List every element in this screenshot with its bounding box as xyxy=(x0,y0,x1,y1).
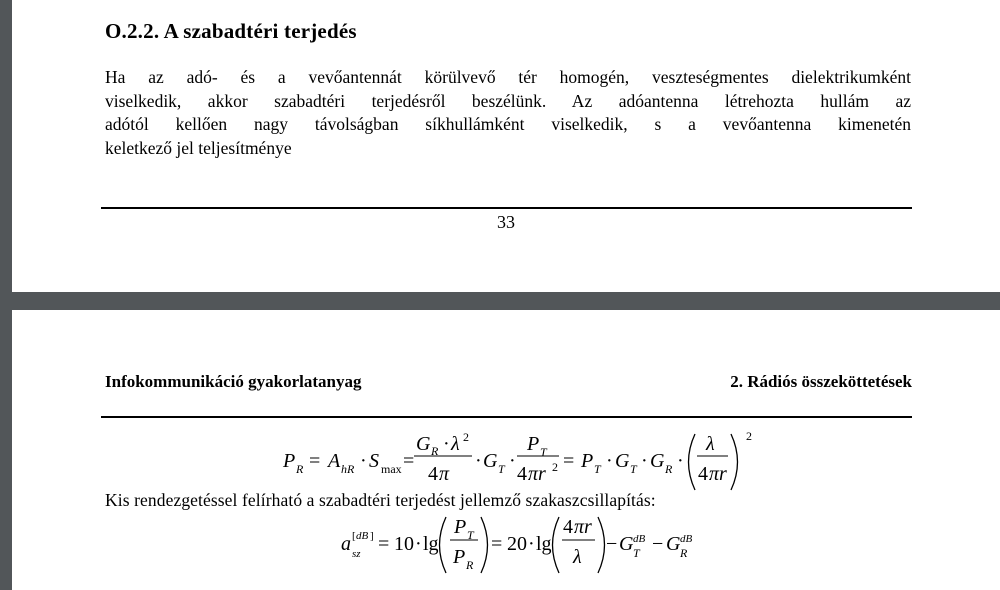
svg-text:2: 2 xyxy=(463,430,469,444)
running-header-right: 2. Rádiós összeköttetések xyxy=(730,372,912,391)
svg-text:G: G xyxy=(615,450,630,472)
svg-text:T: T xyxy=(540,445,547,459)
svg-text:dB: dB xyxy=(680,533,693,545)
paragraph-line: adótól kellően nagy távolságban síkhullámként viselkedik, s a vevőantenna kimenetén xyxy=(105,114,911,134)
page-number: 33 xyxy=(497,212,515,232)
svg-text:T: T xyxy=(633,546,640,560)
svg-text:π: π xyxy=(439,463,450,485)
svg-text:λ: λ xyxy=(706,433,715,455)
svg-text:P: P xyxy=(581,450,594,472)
svg-text:S: S xyxy=(369,450,379,472)
svg-text:G: G xyxy=(666,533,681,555)
svg-text:max: max xyxy=(381,462,402,476)
svg-text:·: · xyxy=(509,450,516,472)
svg-text:dB: dB xyxy=(356,530,369,542)
section-heading: O.2.2. A szabadtéri terjedés xyxy=(105,19,357,43)
svg-text:=: = xyxy=(563,450,575,472)
svg-text:G: G xyxy=(416,433,431,455)
svg-text:=: = xyxy=(378,533,390,555)
paragraph-line: viselkedik, akkor szabadtéri terjedésről beszélünk. Az adóantenna létrehozta hullám az xyxy=(105,90,911,111)
body-paragraph xyxy=(105,66,911,160)
svg-text:10: 10 xyxy=(394,533,414,555)
svg-text:sz: sz xyxy=(352,548,361,560)
svg-text:λ: λ xyxy=(451,433,460,455)
svg-text:πr: πr xyxy=(574,516,592,538)
svg-text:G: G xyxy=(650,450,665,472)
svg-text:2: 2 xyxy=(552,460,558,474)
svg-text:20: 20 xyxy=(507,533,527,555)
svg-text:·: · xyxy=(415,533,422,555)
svg-text:T: T xyxy=(467,528,474,542)
svg-text:·: · xyxy=(475,450,482,472)
svg-text:·: · xyxy=(360,450,367,472)
svg-text:lg: lg xyxy=(536,533,552,555)
document-page-lower xyxy=(12,310,1000,590)
svg-text:−: − xyxy=(652,533,664,555)
svg-text:4: 4 xyxy=(428,463,438,485)
svg-text:4: 4 xyxy=(563,516,573,538)
equation-received-power xyxy=(12,310,1000,590)
svg-text:πr: πr xyxy=(528,463,546,485)
svg-text:R: R xyxy=(680,546,688,560)
svg-text:4: 4 xyxy=(698,463,708,485)
svg-text:T: T xyxy=(594,462,601,476)
svg-text:=: = xyxy=(403,450,415,472)
svg-text:lg: lg xyxy=(423,533,439,555)
svg-text:G: G xyxy=(483,450,498,472)
svg-text:R: R xyxy=(296,462,304,476)
svg-text:P: P xyxy=(454,516,467,538)
paragraph-line: Ha az adó- és a vevőantennát körülvevő tér homogén, veszteségmentes dielektrikumként xyxy=(105,67,911,87)
svg-text:hR: hR xyxy=(341,462,355,476)
svg-text:P: P xyxy=(283,450,296,472)
svg-text:dB: dB xyxy=(633,533,646,545)
document-page-upper xyxy=(12,0,1000,292)
svg-text:T: T xyxy=(498,462,505,476)
svg-text:−: − xyxy=(606,533,618,555)
svg-text:A: A xyxy=(328,450,341,472)
svg-text:·: · xyxy=(606,450,613,472)
svg-text:a: a xyxy=(341,533,351,555)
svg-text:·: · xyxy=(641,450,648,472)
svg-text:4: 4 xyxy=(517,463,527,485)
svg-text:P: P xyxy=(527,433,540,455)
svg-text:R: R xyxy=(466,558,474,572)
svg-text:=: = xyxy=(491,533,503,555)
svg-text:P: P xyxy=(453,546,466,568)
svg-text:·: · xyxy=(443,433,450,455)
svg-text:λ: λ xyxy=(573,546,582,568)
svg-text:]: ] xyxy=(370,530,374,542)
svg-text:R: R xyxy=(665,462,673,476)
paragraph-line: keletkező jel teljesítménye xyxy=(105,137,292,158)
svg-text:2: 2 xyxy=(746,429,752,443)
svg-text:G: G xyxy=(619,533,634,555)
svg-text:·: · xyxy=(528,533,535,555)
footer-divider xyxy=(101,207,912,209)
svg-text:·: · xyxy=(677,450,684,472)
svg-text:πr: πr xyxy=(709,463,727,485)
svg-text:T: T xyxy=(630,462,637,476)
running-header-left: Infokommunikáció gyakorlatanyag xyxy=(105,372,362,391)
svg-text:R: R xyxy=(431,444,439,458)
svg-text:=: = xyxy=(309,450,321,472)
svg-text:[: [ xyxy=(352,530,356,542)
body-text-line: Kis rendezgetéssel felírható a szabadtéri terjedést jellemző szakaszcsillapítás: xyxy=(105,490,656,510)
